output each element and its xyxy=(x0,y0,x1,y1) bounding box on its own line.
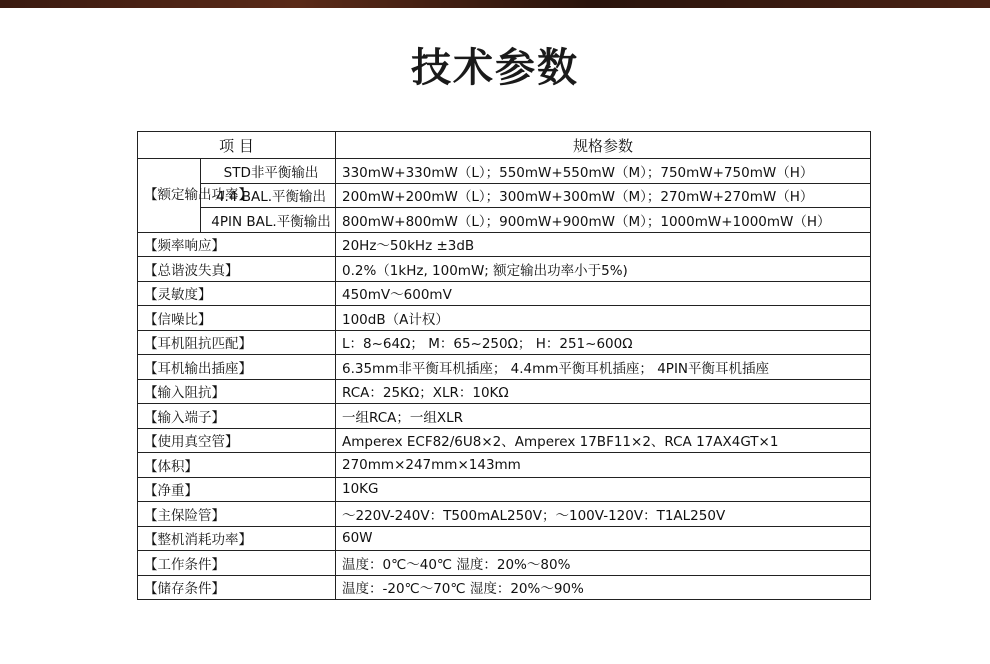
spec-label: 【总谐波失真】 xyxy=(138,257,336,282)
rated-output-value: 800mW+800mW（L）；900mW+900mW（M）；1000mW+1000mW（H） xyxy=(336,208,871,233)
table-row xyxy=(138,404,871,429)
spec-label: 【灵敏度】 xyxy=(138,281,336,306)
rated-output-value: 330mW+330mW（L）；550mW+550mW（M）；750mW+750mW（H） xyxy=(336,159,871,184)
spec-label: 【输入端子】 xyxy=(138,404,336,429)
spec-value: 6.35mm非平衡耳机插座； 4.4mm平衡耳机插座； 4PIN平衡耳机插座 xyxy=(336,355,871,380)
table-row xyxy=(138,159,871,184)
table-row xyxy=(138,183,871,208)
table-row xyxy=(138,502,871,527)
header-spec: 规格参数 xyxy=(336,132,871,159)
spec-table xyxy=(137,131,871,600)
spec-value: 270mm×247mm×143mm xyxy=(336,453,871,478)
table-row xyxy=(138,281,871,306)
spec-label: 【耳机输出插座】 xyxy=(138,355,336,380)
table-row xyxy=(138,551,871,576)
table-row xyxy=(138,232,871,257)
table-row xyxy=(138,257,871,282)
table-row xyxy=(138,208,871,233)
spec-value: 450mV～600mV xyxy=(336,281,871,306)
spec-value: ～220V-240V：T500mAL250V；～100V-120V：T1AL250V xyxy=(336,502,871,527)
spec-value: 20Hz～50kHz ±3dB xyxy=(336,232,871,257)
spec-label: 【主保险管】 xyxy=(138,502,336,527)
table-row xyxy=(138,575,871,600)
rated-output-sub-label: 4PIN BAL.平衡输出 xyxy=(201,208,336,233)
spec-value: 0.2%（1kHz, 100mW; 额定输出功率小于5%) xyxy=(336,257,871,282)
table-row xyxy=(138,330,871,355)
spec-value: L：8~64Ω； M：65~250Ω； H：251~600Ω xyxy=(336,330,871,355)
table-row xyxy=(138,379,871,404)
header-item: 项 目 xyxy=(138,132,336,159)
spec-value: 温度：-20℃～70℃ 湿度：20%～90% xyxy=(336,575,871,600)
spec-label: 【体积】 xyxy=(138,453,336,478)
spec-label: 【储存条件】 xyxy=(138,575,336,600)
spec-value: 100dB（A计权） xyxy=(336,306,871,331)
table-row xyxy=(138,355,871,380)
spec-label: 【信噪比】 xyxy=(138,306,336,331)
spec-value: 10KG xyxy=(336,477,871,502)
spec-label: 【使用真空管】 xyxy=(138,428,336,453)
spec-value: 一组RCA；一组XLR xyxy=(336,404,871,429)
spec-label: 【频率响应】 xyxy=(138,232,336,257)
spec-label: 【整机消耗功率】 xyxy=(138,526,336,551)
spec-value: Amperex ECF82/6U8×2、Amperex 17BF11×2、RCA 17AX4GT×1 xyxy=(336,428,871,453)
page-title: 技术参数 xyxy=(411,45,579,91)
rated-output-sub-label: STD非平衡输出 xyxy=(201,159,336,184)
rated-output-group-label: 【额定输出功率】 xyxy=(138,159,201,233)
table-header-row xyxy=(138,132,871,159)
rated-output-value: 200mW+200mW（L）；300mW+300mW（M）；270mW+270mW（H） xyxy=(336,183,871,208)
table-row xyxy=(138,306,871,331)
top-decorative-bar xyxy=(0,0,990,8)
spec-label: 【耳机阻抗匹配】 xyxy=(138,330,336,355)
table-row xyxy=(138,428,871,453)
table-row xyxy=(138,526,871,551)
spec-value: RCA：25KΩ；XLR：10KΩ xyxy=(336,379,871,404)
spec-label: 【工作条件】 xyxy=(138,551,336,576)
spec-rows xyxy=(138,232,871,600)
spec-label: 【净重】 xyxy=(138,477,336,502)
spec-value: 温度：0℃～40℃ 湿度：20%～80% xyxy=(336,551,871,576)
table-row xyxy=(138,453,871,478)
spec-value: 60W xyxy=(336,526,871,551)
rated-output-sub-label: 4.4 BAL.平衡输出 xyxy=(201,183,336,208)
table-row xyxy=(138,477,871,502)
spec-label: 【输入阻抗】 xyxy=(138,379,336,404)
